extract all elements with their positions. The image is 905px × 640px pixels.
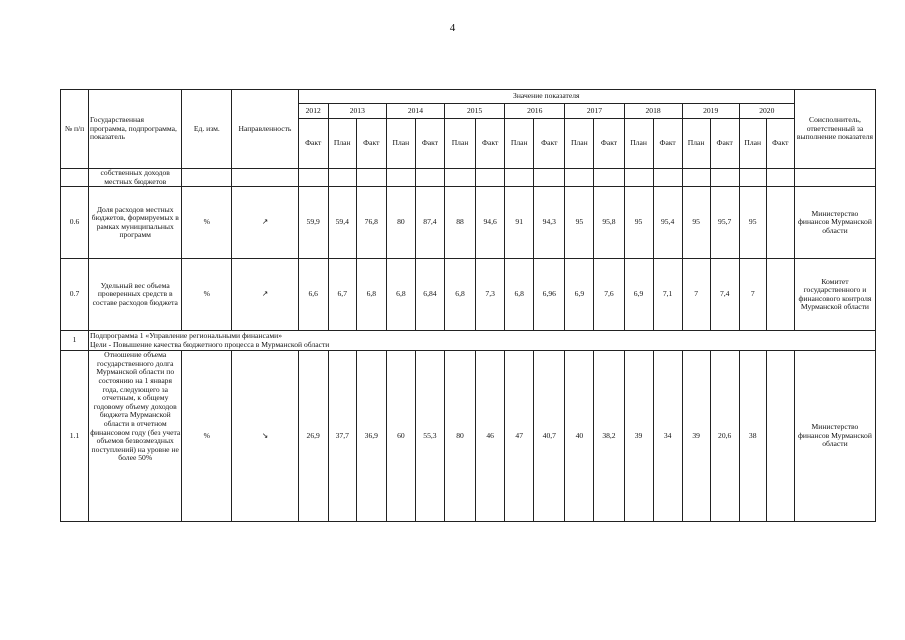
subcol: Факт bbox=[298, 119, 328, 169]
subcol: План bbox=[505, 119, 534, 169]
value-cell: 34 bbox=[653, 351, 682, 522]
value-cell: 80 bbox=[444, 351, 475, 522]
year-2020: 2020 bbox=[739, 104, 794, 119]
value-cell: 6,8 bbox=[505, 259, 534, 331]
indicators-table bbox=[60, 89, 876, 522]
row-executor: Министерство финансов Мурманской области bbox=[794, 187, 875, 259]
row-name: Доля расходов местных бюджетов, формируемых в рамках муниципальных программ bbox=[89, 187, 182, 259]
value-cell: 6,8 bbox=[356, 259, 386, 331]
row-unit: % bbox=[182, 187, 232, 259]
value-cell: 95 bbox=[739, 187, 766, 259]
value-cell: 6,8 bbox=[444, 259, 475, 331]
value-cell: 95,7 bbox=[710, 187, 739, 259]
value-cell: 6,9 bbox=[624, 259, 653, 331]
subcol: План bbox=[444, 119, 475, 169]
value-cell: 6,96 bbox=[534, 259, 565, 331]
subcol: Факт bbox=[710, 119, 739, 169]
year-2016: 2016 bbox=[505, 104, 565, 119]
value-cell: 59,9 bbox=[298, 187, 328, 259]
continuation-text: собственных доходов местных бюджетов bbox=[89, 169, 182, 187]
value-cell: 36,9 bbox=[356, 351, 386, 522]
header-num: № п/п bbox=[61, 90, 89, 169]
value-cell: 46 bbox=[476, 351, 505, 522]
value-cell: 6,7 bbox=[328, 259, 356, 331]
value-cell: 7,4 bbox=[710, 259, 739, 331]
header-unit: Ед. изм. bbox=[182, 90, 232, 169]
value-cell: 95,4 bbox=[653, 187, 682, 259]
subcol: План bbox=[739, 119, 766, 169]
year-2019: 2019 bbox=[682, 104, 739, 119]
row-executor: Министерство финансов Мурманской области bbox=[794, 351, 875, 522]
value-cell bbox=[766, 351, 794, 522]
value-cell: 7 bbox=[739, 259, 766, 331]
subcol: Факт bbox=[766, 119, 794, 169]
table-row bbox=[61, 187, 876, 259]
direction-down-icon: ↘ bbox=[232, 351, 298, 522]
row-executor: Комитет государственного и финансового контроля Мурманской области bbox=[794, 259, 875, 331]
subprogram-title: Подпрограмма 1 «Управление региональными финансами» bbox=[90, 331, 282, 341]
value-cell: 39 bbox=[682, 351, 710, 522]
row-unit: % bbox=[182, 259, 232, 331]
value-cell: 59,4 bbox=[328, 187, 356, 259]
year-2013: 2013 bbox=[328, 104, 386, 119]
value-cell: 38,2 bbox=[594, 351, 624, 522]
value-cell: 76,8 bbox=[356, 187, 386, 259]
row-unit: % bbox=[182, 351, 232, 522]
value-cell: 20,6 bbox=[710, 351, 739, 522]
value-cell: 6,84 bbox=[415, 259, 444, 331]
value-cell: 95,8 bbox=[594, 187, 624, 259]
table-row bbox=[61, 351, 876, 522]
header-direction: Направленность bbox=[232, 90, 298, 169]
value-cell: 7,6 bbox=[594, 259, 624, 331]
value-cell: 6,9 bbox=[565, 259, 594, 331]
subcol: План bbox=[624, 119, 653, 169]
value-cell: 87,4 bbox=[415, 187, 444, 259]
value-cell: 40,7 bbox=[534, 351, 565, 522]
subcol: План bbox=[565, 119, 594, 169]
value-cell: 80 bbox=[386, 187, 415, 259]
page-number: 4 bbox=[449, 22, 456, 34]
value-cell: 94,3 bbox=[534, 187, 565, 259]
value-cell: 95 bbox=[682, 187, 710, 259]
subcol: Факт bbox=[594, 119, 624, 169]
year-2017: 2017 bbox=[565, 104, 624, 119]
subprogram-goal: Цели - Повышение качества бюджетного процесса в Мурманской области bbox=[90, 339, 330, 349]
direction-up-icon: ↗ bbox=[232, 259, 298, 331]
row-num: 0.6 bbox=[61, 187, 89, 259]
year-2014: 2014 bbox=[386, 104, 444, 119]
value-cell: 7 bbox=[682, 259, 710, 331]
value-cell: 7,1 bbox=[653, 259, 682, 331]
value-cell: 95 bbox=[565, 187, 594, 259]
subprogram-num: 1 bbox=[61, 331, 89, 351]
value-cell: 60 bbox=[386, 351, 415, 522]
year-2012: 2012 bbox=[298, 104, 328, 119]
value-cell: 91 bbox=[505, 187, 534, 259]
header-name: Государственная программа, подпрограмма, показатель bbox=[89, 90, 182, 169]
value-cell bbox=[766, 259, 794, 331]
subcol: План bbox=[328, 119, 356, 169]
row-num: 1.1 bbox=[61, 351, 89, 522]
value-cell: 7,3 bbox=[476, 259, 505, 331]
table-row bbox=[61, 259, 876, 331]
subcol: Факт bbox=[415, 119, 444, 169]
subcol: Факт bbox=[356, 119, 386, 169]
value-cell: 55,3 bbox=[415, 351, 444, 522]
subcol: План bbox=[386, 119, 415, 169]
row-name: Удельный вес объема проверенных средств в составе расходов бюджета bbox=[89, 259, 182, 331]
subcol: Факт bbox=[534, 119, 565, 169]
subcol: Факт bbox=[476, 119, 505, 169]
value-cell: 95 bbox=[624, 187, 653, 259]
header-values: Значение показателя bbox=[298, 90, 794, 104]
value-cell: 6,8 bbox=[386, 259, 415, 331]
subprogram-row bbox=[61, 331, 876, 351]
value-cell: 26,9 bbox=[298, 351, 328, 522]
direction-up-icon: ↗ bbox=[232, 187, 298, 259]
row-name: Отношение объема государственного долга Мурманской области по состоянию на 1 января года, следующего за отчетным, к общему годовому объему доходов бюджета Мурманской области в отчетном финансовом году (без учета объемов безвозмездных поступлений) на уровне не более 50% bbox=[89, 351, 182, 522]
year-2015: 2015 bbox=[444, 104, 504, 119]
value-cell bbox=[766, 187, 794, 259]
value-cell: 47 bbox=[505, 351, 534, 522]
subcol: Факт bbox=[653, 119, 682, 169]
value-cell: 38 bbox=[739, 351, 766, 522]
subcol: План bbox=[682, 119, 710, 169]
value-cell: 88 bbox=[444, 187, 475, 259]
value-cell: 37,7 bbox=[328, 351, 356, 522]
value-cell: 94,6 bbox=[476, 187, 505, 259]
value-cell: 40 bbox=[565, 351, 594, 522]
value-cell: 39 bbox=[624, 351, 653, 522]
row-num: 0.7 bbox=[61, 259, 89, 331]
value-cell: 6,6 bbox=[298, 259, 328, 331]
header-executor: Соисполнитель, ответственный за выполнение показателя bbox=[794, 90, 875, 169]
year-2018: 2018 bbox=[624, 104, 682, 119]
